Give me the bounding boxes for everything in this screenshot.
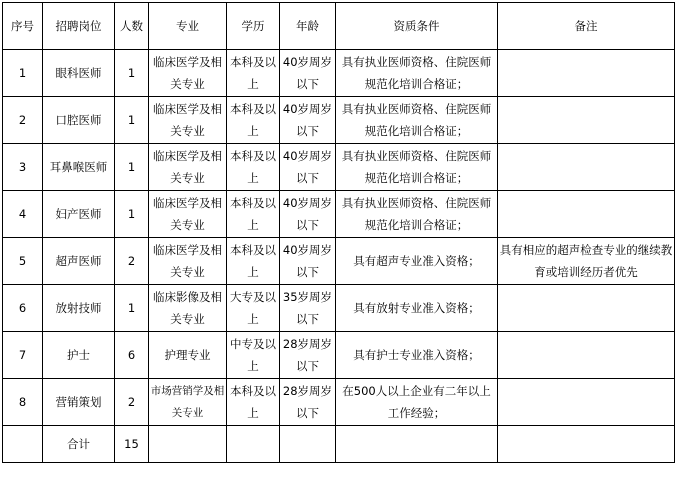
total-empty-cell — [149, 426, 227, 463]
cell-count: 1 — [115, 50, 149, 97]
cell-count: 1 — [115, 97, 149, 144]
cell-education: 本科及以上 — [227, 97, 280, 144]
header-position: 招聘岗位 — [43, 3, 115, 50]
header-age: 年龄 — [280, 3, 336, 50]
cell-qualification: 在500人以上企业有二年以上工作经验； — [336, 379, 498, 426]
cell-position: 护士 — [43, 332, 115, 379]
cell-education: 本科及以上 — [227, 238, 280, 285]
cell-position: 营销策划 — [43, 379, 115, 426]
cell-major: 临床医学及相关专业 — [149, 191, 227, 238]
cell-remark — [498, 332, 675, 379]
total-row — [3, 426, 675, 463]
cell-position: 耳鼻喉医师 — [43, 144, 115, 191]
cell-seq: 8 — [3, 379, 43, 426]
cell-qualification: 具有执业医师资格、住院医师规范化培训合格证； — [336, 50, 498, 97]
header-major: 专业 — [149, 3, 227, 50]
cell-seq: 2 — [3, 97, 43, 144]
cell-count: 2 — [115, 238, 149, 285]
cell-major: 护理专业 — [149, 332, 227, 379]
cell-age: 40岁周岁以下 — [280, 238, 336, 285]
cell-count: 6 — [115, 332, 149, 379]
cell-seq: 4 — [3, 191, 43, 238]
total-empty-cell — [336, 426, 498, 463]
table-row — [3, 379, 675, 426]
cell-education: 大专及以上 — [227, 285, 280, 332]
table-row — [3, 97, 675, 144]
total-count: 15 — [115, 426, 149, 463]
header-qualification: 资质条件 — [336, 3, 498, 50]
cell-count: 1 — [115, 191, 149, 238]
cell-qualification: 具有放射专业准入资格； — [336, 285, 498, 332]
cell-age: 35岁周岁以下 — [280, 285, 336, 332]
cell-count: 1 — [115, 144, 149, 191]
cell-seq: 7 — [3, 332, 43, 379]
cell-education: 中专及以上 — [227, 332, 280, 379]
header-education: 学历 — [227, 3, 280, 50]
recruitment-table — [2, 2, 675, 463]
cell-age: 40岁周岁以下 — [280, 50, 336, 97]
cell-qualification: 具有执业医师资格、住院医师规范化培训合格证； — [336, 144, 498, 191]
cell-major: 临床医学及相关专业 — [149, 97, 227, 144]
cell-remark — [498, 379, 675, 426]
cell-age: 40岁周岁以下 — [280, 191, 336, 238]
cell-qualification: 具有护士专业准入资格； — [336, 332, 498, 379]
cell-age: 28岁周岁以下 — [280, 332, 336, 379]
cell-count: 2 — [115, 379, 149, 426]
cell-position: 超声医师 — [43, 238, 115, 285]
cell-qualification: 具有执业医师资格、住院医师规范化培训合格证； — [336, 97, 498, 144]
cell-education: 本科及以上 — [227, 191, 280, 238]
cell-major: 临床医学及相关专业 — [149, 238, 227, 285]
cell-seq: 5 — [3, 238, 43, 285]
cell-remark — [498, 191, 675, 238]
table-row — [3, 191, 675, 238]
cell-qualification: 具有执业医师资格、住院医师规范化培训合格证； — [336, 191, 498, 238]
header-row — [3, 3, 675, 50]
header-remark: 备注 — [498, 3, 675, 50]
cell-remark — [498, 50, 675, 97]
cell-remark — [498, 97, 675, 144]
cell-position: 妇产医师 — [43, 191, 115, 238]
cell-position: 放射技师 — [43, 285, 115, 332]
cell-major: 临床医学及相关专业 — [149, 50, 227, 97]
total-empty-cell — [227, 426, 280, 463]
header-seq: 序号 — [3, 3, 43, 50]
table-row — [3, 285, 675, 332]
cell-major: 临床医学及相关专业 — [149, 144, 227, 191]
total-empty-cell — [498, 426, 675, 463]
cell-age: 28岁周岁以下 — [280, 379, 336, 426]
total-label: 合计 — [43, 426, 115, 463]
cell-remark: 具有相应的超声检查专业的继续教育或培训经历者优先 — [498, 238, 675, 285]
cell-remark — [498, 285, 675, 332]
table-row — [3, 332, 675, 379]
total-seq-cell — [3, 426, 43, 463]
cell-major: 临床影像及相关专业 — [149, 285, 227, 332]
table-row — [3, 144, 675, 191]
header-count: 人数 — [115, 3, 149, 50]
cell-education: 本科及以上 — [227, 379, 280, 426]
cell-position: 口腔医师 — [43, 97, 115, 144]
cell-education: 本科及以上 — [227, 50, 280, 97]
total-empty-cell — [280, 426, 336, 463]
cell-major: 市场营销学及相关专业 — [149, 379, 227, 426]
cell-age: 40岁周岁以下 — [280, 97, 336, 144]
cell-seq: 6 — [3, 285, 43, 332]
cell-remark — [498, 144, 675, 191]
cell-count: 1 — [115, 285, 149, 332]
cell-seq: 1 — [3, 50, 43, 97]
cell-education: 本科及以上 — [227, 144, 280, 191]
cell-age: 40岁周岁以下 — [280, 144, 336, 191]
cell-seq: 3 — [3, 144, 43, 191]
table-row — [3, 50, 675, 97]
cell-position: 眼科医师 — [43, 50, 115, 97]
cell-qualification: 具有超声专业准入资格； — [336, 238, 498, 285]
table-row — [3, 238, 675, 285]
